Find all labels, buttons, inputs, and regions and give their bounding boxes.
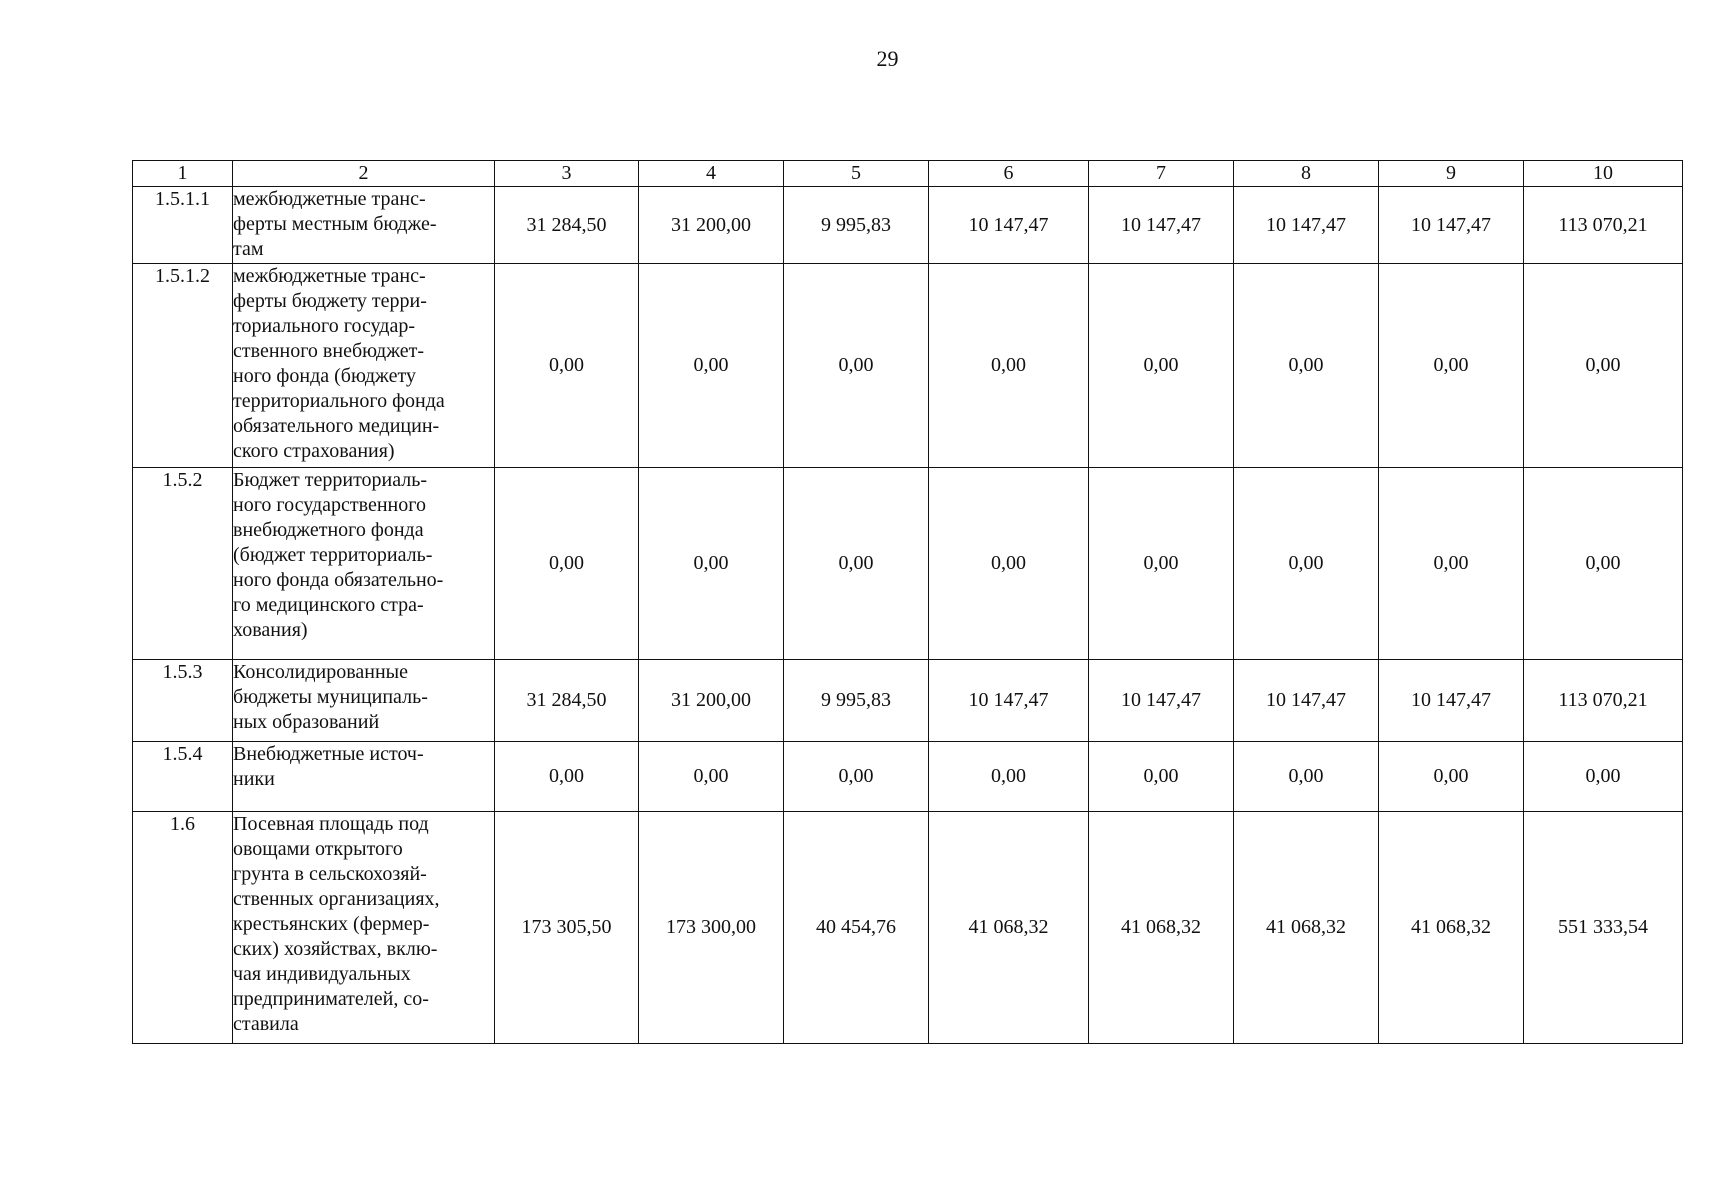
- table-cell: 113 070,21: [1524, 187, 1683, 264]
- table-cell: 0,00: [1379, 468, 1524, 660]
- table-cell: 0,00: [929, 468, 1089, 660]
- row-label: межбюджетные транс- ферты местным бюдже- там: [233, 187, 495, 264]
- row-number: 1.6: [133, 812, 233, 1044]
- table-cell: 0,00: [1379, 742, 1524, 812]
- table-row: [133, 264, 1683, 468]
- table-row: [133, 812, 1683, 1044]
- table-cell: 41 068,32: [1089, 812, 1234, 1044]
- column-header: 4: [639, 161, 784, 187]
- table-cell: 0,00: [1524, 264, 1683, 468]
- table-row: [133, 660, 1683, 742]
- page-number: 29: [876, 46, 899, 71]
- table-cell: 173 305,50: [495, 812, 639, 1044]
- row-number: 1.5.1.2: [133, 264, 233, 468]
- row-number: 1.5.3: [133, 660, 233, 742]
- table-cell: 0,00: [1089, 468, 1234, 660]
- table-cell: 41 068,32: [1379, 812, 1524, 1044]
- table-cell: 31 284,50: [495, 660, 639, 742]
- table-cell: 0,00: [1524, 468, 1683, 660]
- table-cell: 10 147,47: [1089, 660, 1234, 742]
- table-cell: 10 147,47: [1234, 660, 1379, 742]
- table-cell: 0,00: [1089, 264, 1234, 468]
- table-cell: 40 454,76: [784, 812, 929, 1044]
- row-label: Консолидированные бюджеты муниципаль- ных образований: [233, 660, 495, 742]
- column-header: 9: [1379, 161, 1524, 187]
- table-cell: 0,00: [1089, 742, 1234, 812]
- table-cell: 31 200,00: [639, 660, 784, 742]
- table-cell: 41 068,32: [929, 812, 1089, 1044]
- table-cell: 0,00: [639, 264, 784, 468]
- table-cell: 10 147,47: [929, 660, 1089, 742]
- table-cell: 0,00: [639, 742, 784, 812]
- table-cell: 31 284,50: [495, 187, 639, 264]
- table-cell: 551 333,54: [1524, 812, 1683, 1044]
- table-cell: 0,00: [639, 468, 784, 660]
- table-cell: 10 147,47: [1234, 187, 1379, 264]
- column-header: 7: [1089, 161, 1234, 187]
- table-cell: 0,00: [784, 742, 929, 812]
- column-header: 6: [929, 161, 1089, 187]
- row-number: 1.5.2: [133, 468, 233, 660]
- column-header: 3: [495, 161, 639, 187]
- row-label: Посевная площадь под овощами открытого грунта в сельскохозяй- ственных организациях, крестьянских (фермер- ских) хозяйствах, вклю- чая индивидуальных предпринимателей, со- ставила: [233, 812, 495, 1044]
- column-header: 10: [1524, 161, 1683, 187]
- table-cell: 9 995,83: [784, 660, 929, 742]
- table-cell: 0,00: [784, 468, 929, 660]
- header-row: [133, 161, 1683, 187]
- table-cell: 0,00: [784, 264, 929, 468]
- table-cell: 0,00: [1234, 264, 1379, 468]
- table-cell: 9 995,83: [784, 187, 929, 264]
- column-header: 8: [1234, 161, 1379, 187]
- table-cell: 0,00: [495, 468, 639, 660]
- row-label: Бюджет территориаль- ного государственного внебюджетного фонда (бюджет территориаль- ного фонда обязательно- го медицинского стра- хования): [233, 468, 495, 660]
- column-header: 1: [133, 161, 233, 187]
- table-row: [133, 187, 1683, 264]
- table-cell: 0,00: [1524, 742, 1683, 812]
- data-table: [132, 160, 1683, 1044]
- table-cell: 10 147,47: [1379, 187, 1524, 264]
- table-cell: 173 300,00: [639, 812, 784, 1044]
- row-number: 1.5.4: [133, 742, 233, 812]
- table-cell: 0,00: [1379, 264, 1524, 468]
- table-cell: 0,00: [929, 742, 1089, 812]
- table-cell: 10 147,47: [1089, 187, 1234, 264]
- table-cell: 113 070,21: [1524, 660, 1683, 742]
- table-cell: 10 147,47: [1379, 660, 1524, 742]
- table-cell: 0,00: [495, 742, 639, 812]
- table-cell: 31 200,00: [639, 187, 784, 264]
- row-label: Внебюджетные источ- ники: [233, 742, 495, 812]
- row-label: межбюджетные транс- ферты бюджету терри- ториального государ- ственного внебюджет- ного фонда (бюджету территориального фонда обязательного медицин- ского страхования): [233, 264, 495, 468]
- table-row: [133, 468, 1683, 660]
- table-cell: 0,00: [495, 264, 639, 468]
- column-header: 2: [233, 161, 495, 187]
- table-cell: 0,00: [929, 264, 1089, 468]
- column-header: 5: [784, 161, 929, 187]
- table-row: [133, 742, 1683, 812]
- row-number: 1.5.1.1: [133, 187, 233, 264]
- table-cell: 0,00: [1234, 742, 1379, 812]
- table-cell: 41 068,32: [1234, 812, 1379, 1044]
- table-cell: 0,00: [1234, 468, 1379, 660]
- table-cell: 10 147,47: [929, 187, 1089, 264]
